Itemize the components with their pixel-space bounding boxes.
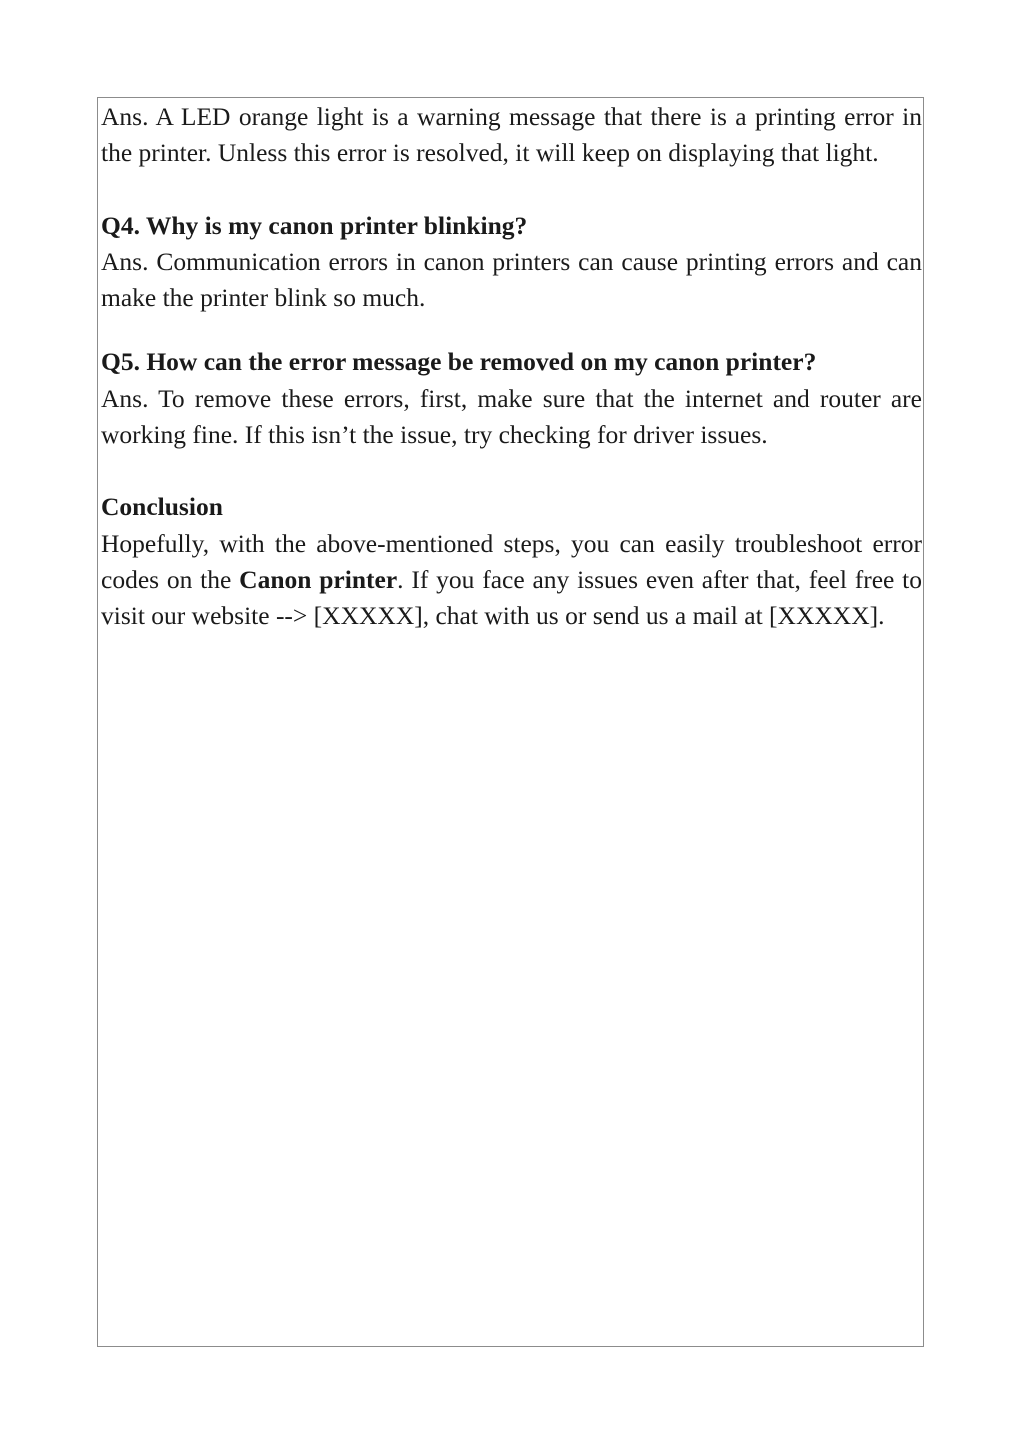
answer-q3-block: [101, 99, 922, 172]
q4-block: [101, 208, 922, 317]
question-q5: Q5. How can the error message be removed on my canon printer?: [101, 347, 817, 377]
q5-block: [101, 344, 922, 453]
answer-q3: Ans. A LED orange light is a warning message that there is a printing error in the printer. Unless this error is resolved, it will keep on displaying that light.: [101, 102, 922, 168]
conclusion-heading: Conclusion: [101, 492, 223, 522]
document-content: [101, 99, 922, 635]
conclusion-bold-term: Canon printer: [239, 564, 398, 594]
conclusion-text-after: . If you face any issues even after that, feel free to visit our website --> [XXXXX], chat with us or send us a mail at [XXXXX].: [101, 564, 922, 631]
conclusion-text-before: Hopefully, with the above-mentioned steps, you can easily troubleshoot error codes on the: [101, 528, 922, 594]
question-q4: Q4. Why is my canon printer blinking?: [101, 210, 528, 240]
conclusion-text: [101, 526, 922, 635]
answer-q4: Ans. Communication errors in canon printers can cause printing errors and can make the printer blink so much.: [101, 246, 922, 313]
conclusion-block: [101, 489, 922, 634]
answer-q5: Ans. To remove these errors, first, make sure that the internet and router are working fine. If this isn’t the issue, try checking for driver issues.: [101, 383, 922, 450]
